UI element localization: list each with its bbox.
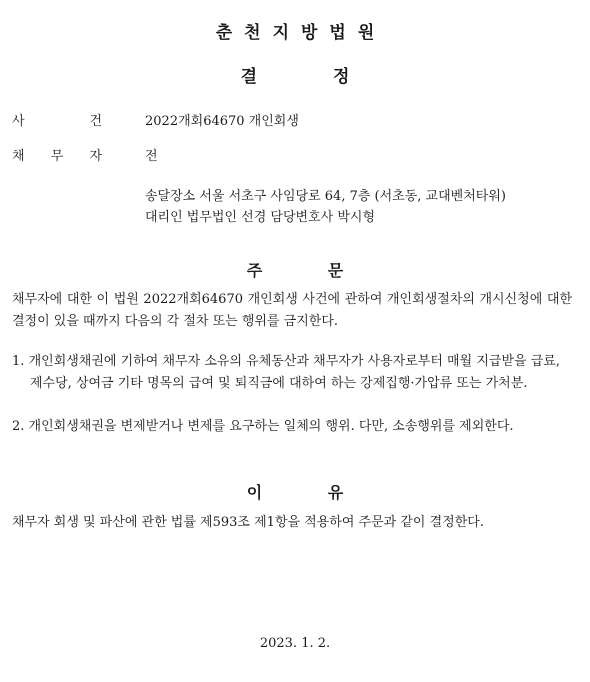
order-intro: 채무자에 대한 이 법원 2022개회64670 개인회생 사건에 관하여 개인회생절차의 개시신청에 대한 결정이 있을 때까지 다음의 각 절차 또는 행위를 금지한다.: [12, 292, 572, 329]
order-item-2: 2. 개인회생채권을 변제받거나 변제를 요구하는 일체의 행위. 다만, 소송행위를 제외한다.: [12, 419, 514, 434]
order-item-1: 1. 개인회생채권에 기하여 채무자 소유의 유체동산과 채무자가 사용자로부터 매월 지급받을 급료, 제수당, 상여금 기타 명목의 급여 및 퇴직금에 대하여 하는 강제집행·가압류 또는 가처분.: [12, 354, 560, 391]
case-label: [12, 110, 102, 129]
order-heading: 주 문: [246, 261, 344, 280]
debtor-label: [12, 145, 102, 164]
debtor-label-part-3: 자: [89, 149, 102, 164]
debtor-label-part-2: 무: [50, 149, 64, 164]
reason-heading: 이 유: [246, 483, 344, 502]
reason-text: 채무자 회생 및 파산에 관한 법률 제593조 제1항을 적용하여 주문과 같이 결정한다.: [12, 515, 484, 530]
case-label-part-1: 사: [12, 114, 25, 129]
debtor-value: 전: [145, 149, 158, 164]
case-label-part-2: 건: [89, 114, 102, 129]
case-value: 2022개회64670 개인회생: [145, 114, 299, 129]
decision-date: 2023. 1. 2.: [259, 636, 331, 651]
court-name: 춘천지방법원: [215, 23, 387, 43]
document-type: 결 정: [240, 67, 350, 87]
representative: 대리인 법무법인 선경 담당변호사 박시형: [145, 210, 376, 225]
service-address: 송달장소 서울 서초구 사임당로 64, 7층 (서초동, 교대벤처타워): [145, 189, 506, 204]
debtor-label-part-1: 채: [12, 149, 25, 164]
